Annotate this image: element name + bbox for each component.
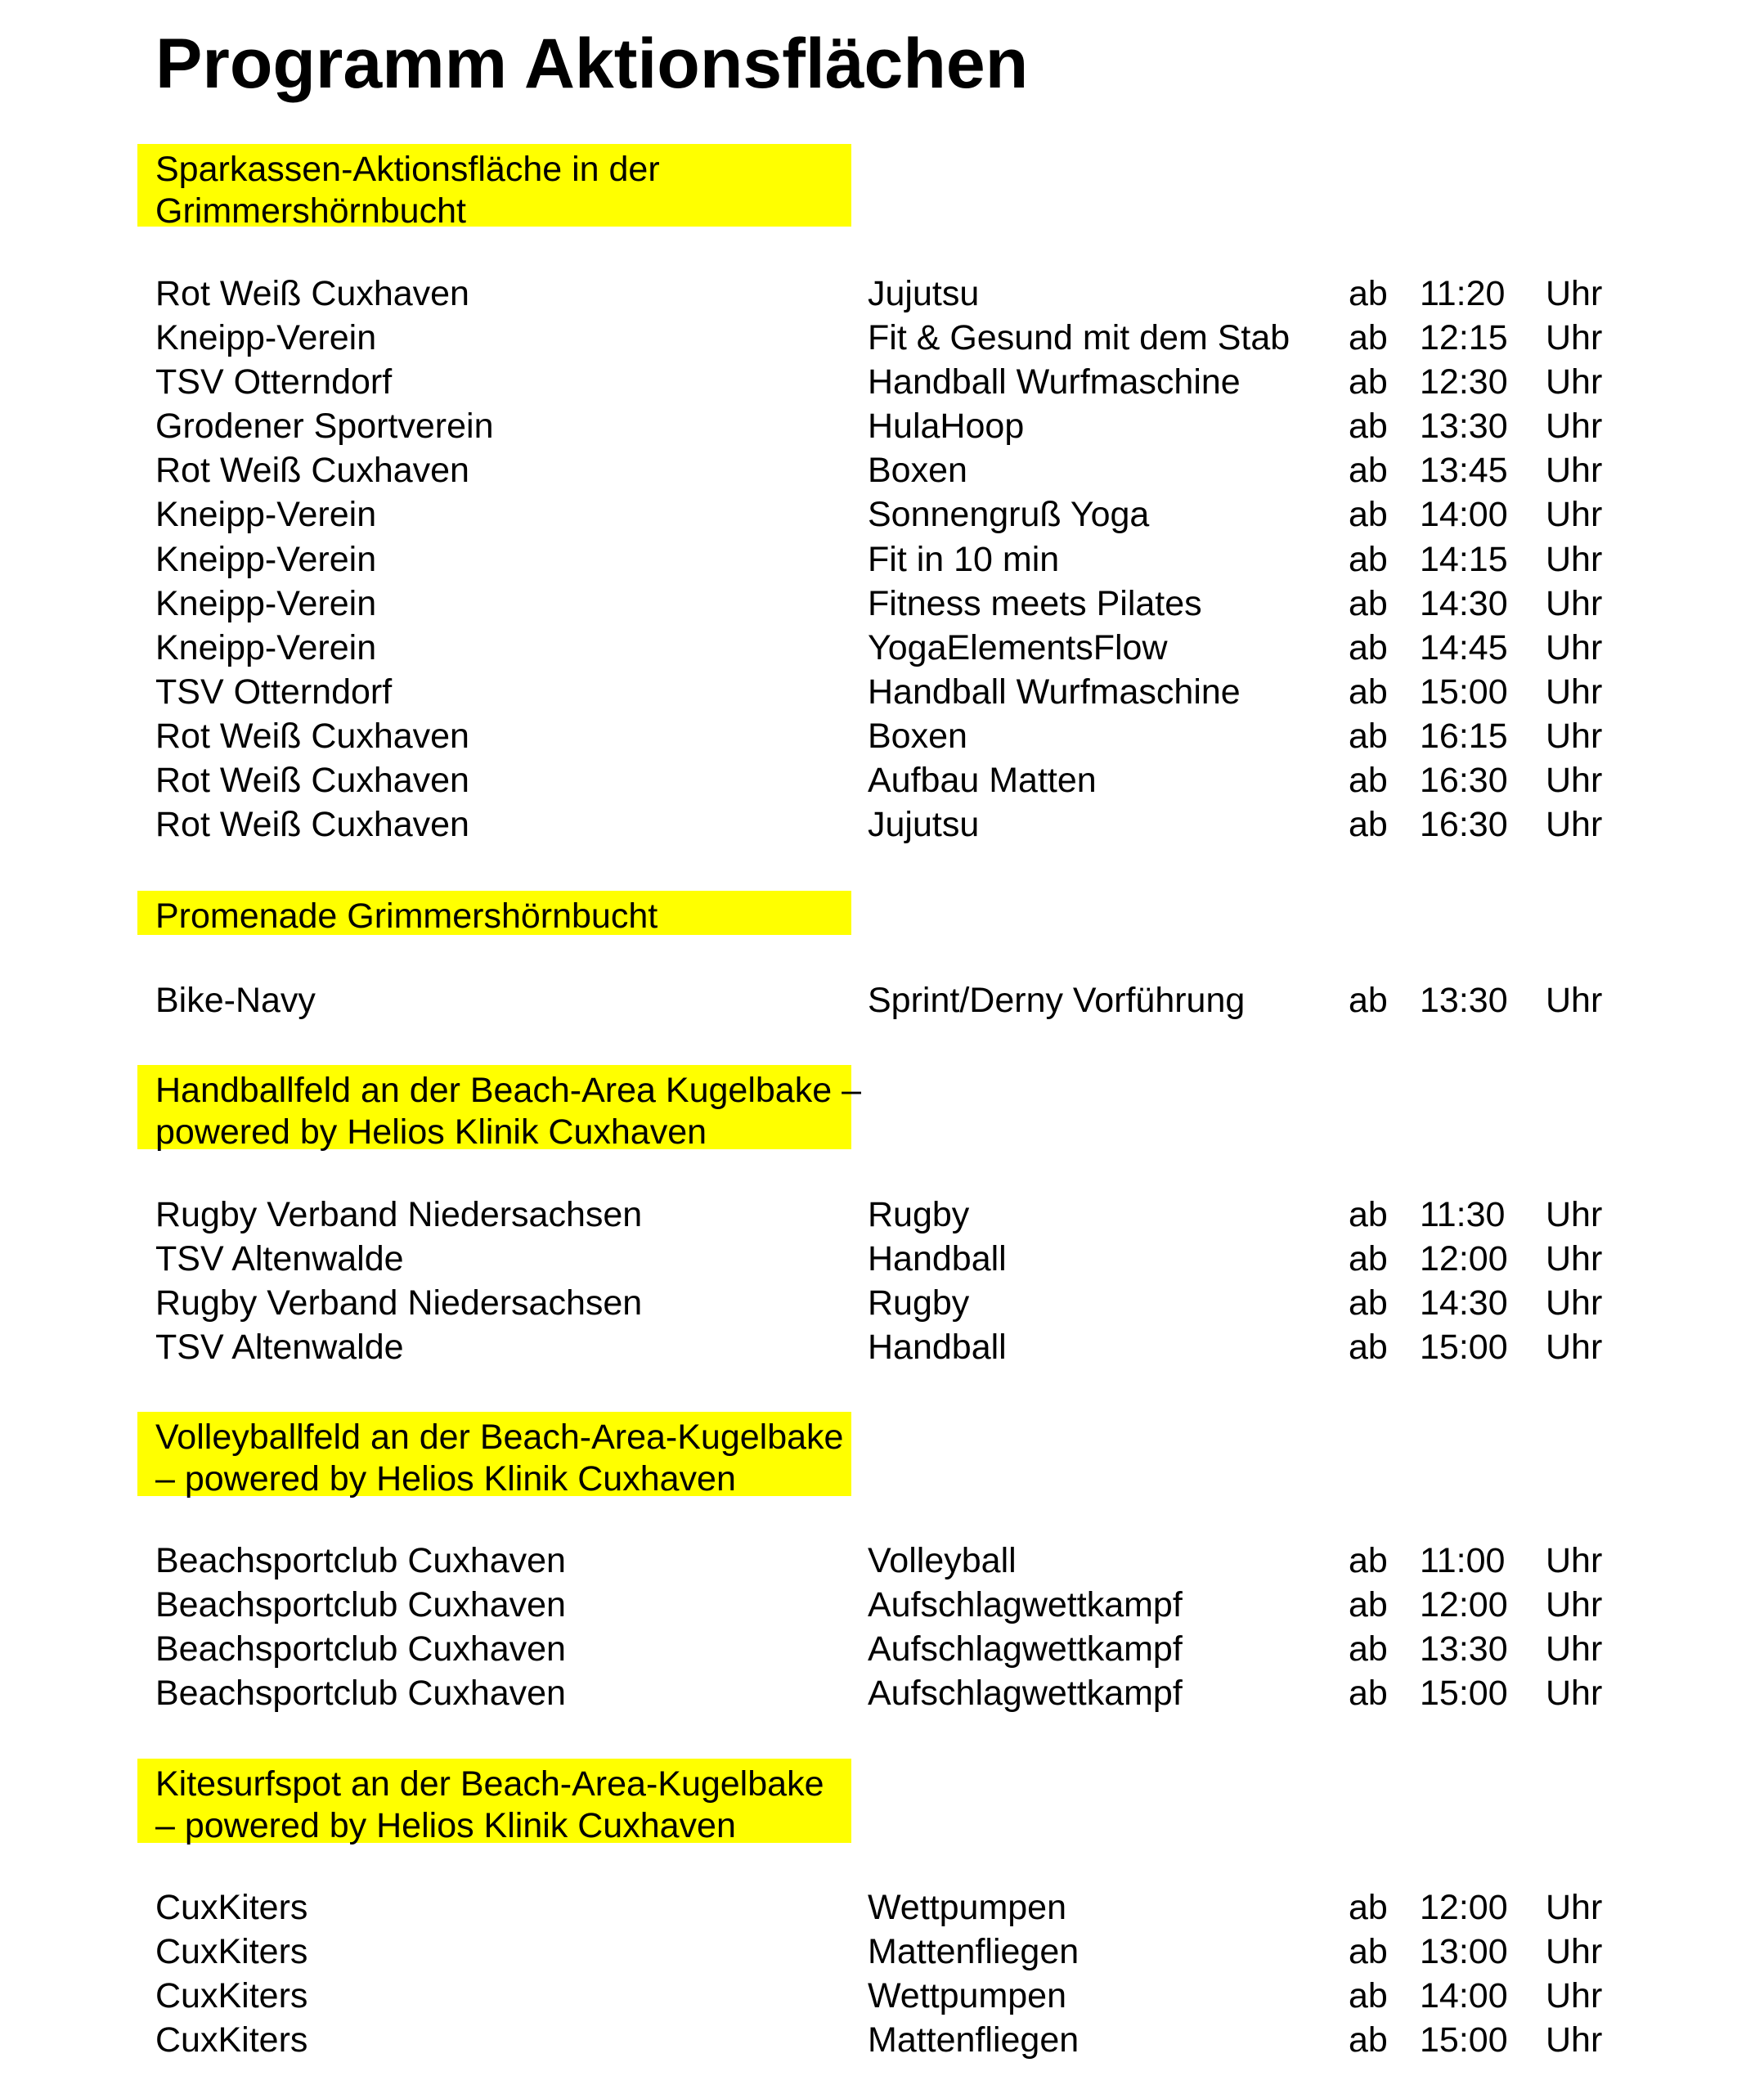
start-time: 15:00: [1420, 1674, 1508, 1714]
schedule-row: [0, 2018, 1764, 2062]
club-name: Rugby Verband Niedersachsen: [155, 1283, 643, 1323]
time-unit: Uhr: [1546, 1629, 1603, 1669]
schedule-row: [0, 316, 1764, 360]
schedule-row: [0, 670, 1764, 714]
from-label: ab: [1349, 1585, 1388, 1625]
section-header-line: powered by Helios Klinik Cuxhaven: [155, 1112, 707, 1152]
time-unit: Uhr: [1546, 805, 1603, 845]
schedule-row: [0, 272, 1764, 316]
start-time: 13:30: [1420, 1629, 1508, 1669]
from-label: ab: [1349, 495, 1388, 535]
time-unit: Uhr: [1546, 1932, 1603, 1972]
schedule-row: [0, 714, 1764, 758]
schedule-list: [0, 1193, 1764, 1369]
start-time: 15:00: [1420, 1328, 1508, 1368]
start-time: 11:20: [1420, 274, 1506, 313]
activity-name: Fit & Gesund mit dem Stab: [868, 318, 1290, 358]
time-unit: Uhr: [1546, 672, 1603, 712]
schedule-list: [0, 978, 1764, 1022]
club-name: Bike-Navy: [155, 981, 316, 1020]
club-name: Kneipp-Verein: [155, 539, 377, 579]
from-label: ab: [1349, 1932, 1388, 1972]
time-unit: Uhr: [1546, 716, 1603, 756]
club-name: CuxKiters: [155, 1932, 308, 1972]
schedule-row: [0, 758, 1764, 802]
activity-name: Volleyball: [868, 1541, 1017, 1580]
section-header: [137, 1065, 861, 1152]
from-label: ab: [1349, 1195, 1388, 1234]
time-unit: Uhr: [1546, 1283, 1603, 1323]
start-time: 13:00: [1420, 1932, 1508, 1972]
time-unit: Uhr: [1546, 1239, 1603, 1279]
start-time: 11:00: [1420, 1541, 1506, 1580]
from-label: ab: [1349, 318, 1388, 358]
club-name: Rot Weiß Cuxhaven: [155, 274, 469, 313]
start-time: 16:30: [1420, 761, 1508, 801]
activity-name: Fit in 10 min: [868, 539, 1060, 579]
start-time: 15:00: [1420, 672, 1508, 712]
start-time: 13:45: [1420, 451, 1508, 491]
club-name: Beachsportclub Cuxhaven: [155, 1585, 566, 1625]
time-unit: Uhr: [1546, 1888, 1603, 1927]
club-name: Kneipp-Verein: [155, 495, 377, 535]
from-label: ab: [1349, 981, 1388, 1020]
activity-name: Boxen: [868, 716, 967, 756]
club-name: Kneipp-Verein: [155, 627, 377, 667]
from-label: ab: [1349, 407, 1388, 447]
from-label: ab: [1349, 451, 1388, 491]
schedule-row: [0, 1237, 1764, 1281]
club-name: CuxKiters: [155, 1976, 308, 2016]
page-title: Programm Aktionsflächen: [155, 25, 1029, 103]
schedule-list: [0, 1539, 1764, 1715]
section-header: [137, 891, 851, 935]
from-label: ab: [1349, 362, 1388, 402]
start-time: 12:00: [1420, 1888, 1508, 1927]
schedule-row: [0, 802, 1764, 847]
activity-name: Jujutsu: [868, 805, 980, 845]
club-name: Rot Weiß Cuxhaven: [155, 716, 469, 756]
time-unit: Uhr: [1546, 1541, 1603, 1580]
from-label: ab: [1349, 583, 1388, 623]
start-time: 13:30: [1420, 407, 1508, 447]
schedule-row: [0, 492, 1764, 537]
activity-name: Mattenfliegen: [868, 1932, 1079, 1972]
time-unit: Uhr: [1546, 407, 1603, 447]
time-unit: Uhr: [1546, 761, 1603, 801]
time-unit: Uhr: [1546, 1195, 1603, 1234]
activity-name: Aufschlagwettkampf: [868, 1674, 1183, 1714]
time-unit: Uhr: [1546, 495, 1603, 535]
start-time: 15:00: [1420, 2020, 1508, 2060]
section-header-line: Kitesurfspot an der Beach-Area-Kugelbake: [155, 1764, 824, 1804]
schedule-row: [0, 537, 1764, 582]
activity-name: Handball Wurfmaschine: [868, 672, 1241, 712]
from-label: ab: [1349, 1976, 1388, 2016]
from-label: ab: [1349, 761, 1388, 801]
activity-name: Boxen: [868, 451, 967, 491]
section-header-line: Volleyballfeld an der Beach-Area-Kugelbake: [155, 1418, 844, 1457]
activity-name: Rugby: [868, 1195, 970, 1234]
club-name: TSV Otterndorf: [155, 672, 393, 712]
section-header-line: Handballfeld an der Beach-Area Kugelbake –: [155, 1071, 861, 1110]
schedule-row: [0, 1885, 1764, 1930]
from-label: ab: [1349, 1674, 1388, 1714]
schedule-row: [0, 404, 1764, 448]
from-label: ab: [1349, 1629, 1388, 1669]
start-time: 16:30: [1420, 805, 1508, 845]
time-unit: Uhr: [1546, 451, 1603, 491]
activity-name: Aufbau Matten: [868, 761, 1097, 801]
start-time: 12:00: [1420, 1239, 1508, 1279]
schedule-row: [0, 360, 1764, 404]
schedule-row: [0, 1930, 1764, 1974]
club-name: CuxKiters: [155, 1888, 308, 1927]
time-unit: Uhr: [1546, 1585, 1603, 1625]
from-label: ab: [1349, 805, 1388, 845]
schedule-row: [0, 1325, 1764, 1369]
activity-name: Fitness meets Pilates: [868, 583, 1202, 623]
time-unit: Uhr: [1546, 2020, 1603, 2060]
schedule-row: [0, 626, 1764, 670]
time-unit: Uhr: [1546, 539, 1603, 579]
start-time: 12:00: [1420, 1585, 1508, 1625]
club-name: Kneipp-Verein: [155, 318, 377, 358]
start-time: 11:30: [1420, 1195, 1506, 1234]
section-header-line: – powered by Helios Klinik Cuxhaven: [155, 1806, 736, 1845]
activity-name: Aufschlagwettkampf: [868, 1585, 1183, 1625]
schedule-row: [0, 1671, 1764, 1715]
from-label: ab: [1349, 2020, 1388, 2060]
schedule-row: [0, 978, 1764, 1022]
start-time: 14:30: [1420, 1283, 1508, 1323]
from-label: ab: [1349, 1283, 1388, 1323]
activity-name: Jujutsu: [868, 274, 980, 313]
start-time: 12:30: [1420, 362, 1508, 402]
schedule-row: [0, 1583, 1764, 1627]
club-name: Grodener Sportverein: [155, 407, 494, 447]
activity-name: YogaElementsFlow: [868, 627, 1168, 667]
from-label: ab: [1349, 627, 1388, 667]
schedule-row: [0, 1193, 1764, 1237]
time-unit: Uhr: [1546, 627, 1603, 667]
time-unit: Uhr: [1546, 583, 1603, 623]
activity-name: Aufschlagwettkampf: [868, 1629, 1183, 1669]
time-unit: Uhr: [1546, 981, 1603, 1020]
activity-name: Sprint/Derny Vorführung: [868, 981, 1246, 1020]
club-name: Rot Weiß Cuxhaven: [155, 805, 469, 845]
start-time: 14:00: [1420, 495, 1508, 535]
club-name: Beachsportclub Cuxhaven: [155, 1541, 566, 1580]
start-time: 14:45: [1420, 627, 1508, 667]
time-unit: Uhr: [1546, 1328, 1603, 1368]
section-header-line: Sparkassen-Aktionsfläche in der: [155, 150, 660, 189]
activity-name: Mattenfliegen: [868, 2020, 1079, 2060]
club-name: Beachsportclub Cuxhaven: [155, 1674, 566, 1714]
section-header: [137, 1759, 851, 1843]
club-name: Kneipp-Verein: [155, 583, 377, 623]
club-name: Rot Weiß Cuxhaven: [155, 451, 469, 491]
time-unit: Uhr: [1546, 1674, 1603, 1714]
activity-name: Handball Wurfmaschine: [868, 362, 1241, 402]
time-unit: Uhr: [1546, 1976, 1603, 2016]
from-label: ab: [1349, 1541, 1388, 1580]
club-name: Rugby Verband Niedersachsen: [155, 1195, 643, 1234]
start-time: 13:30: [1420, 981, 1508, 1020]
from-label: ab: [1349, 1328, 1388, 1368]
section-header: [137, 1412, 851, 1499]
activity-name: Handball: [868, 1328, 1007, 1368]
time-unit: Uhr: [1546, 318, 1603, 358]
start-time: 14:30: [1420, 583, 1508, 623]
activity-name: Rugby: [868, 1283, 970, 1323]
club-name: TSV Otterndorf: [155, 362, 393, 402]
schedule-row: [0, 1281, 1764, 1325]
schedule-row: [0, 582, 1764, 626]
activity-name: HulaHoop: [868, 407, 1025, 447]
schedule-list: [0, 1885, 1764, 2062]
from-label: ab: [1349, 672, 1388, 712]
schedule-row: [0, 1539, 1764, 1583]
activity-name: Wettpumpen: [868, 1888, 1067, 1927]
activity-name: Sonnengruß Yoga: [868, 495, 1150, 535]
club-name: Rot Weiß Cuxhaven: [155, 761, 469, 801]
time-unit: Uhr: [1546, 362, 1603, 402]
start-time: 14:00: [1420, 1976, 1508, 2016]
schedule-row: [0, 448, 1764, 492]
schedule-row: [0, 1974, 1764, 2018]
club-name: CuxKiters: [155, 2020, 308, 2060]
time-unit: Uhr: [1546, 274, 1603, 313]
club-name: TSV Altenwalde: [155, 1239, 404, 1279]
start-time: 14:15: [1420, 539, 1508, 579]
start-time: 16:15: [1420, 716, 1508, 756]
schedule-row: [0, 1627, 1764, 1671]
start-time: 12:15: [1420, 318, 1508, 358]
from-label: ab: [1349, 716, 1388, 756]
from-label: ab: [1349, 274, 1388, 313]
club-name: TSV Altenwalde: [155, 1328, 404, 1368]
section-header-line: Grimmershörnbucht: [155, 191, 466, 231]
from-label: ab: [1349, 1888, 1388, 1927]
from-label: ab: [1349, 1239, 1388, 1279]
section-header: [137, 144, 851, 231]
activity-name: Wettpumpen: [868, 1976, 1067, 2016]
schedule-list: [0, 272, 1764, 847]
section-header-line: – powered by Helios Klinik Cuxhaven: [155, 1459, 736, 1499]
activity-name: Handball: [868, 1239, 1007, 1279]
from-label: ab: [1349, 539, 1388, 579]
section-header-line: Promenade Grimmershörnbucht: [155, 896, 658, 936]
club-name: Beachsportclub Cuxhaven: [155, 1629, 566, 1669]
